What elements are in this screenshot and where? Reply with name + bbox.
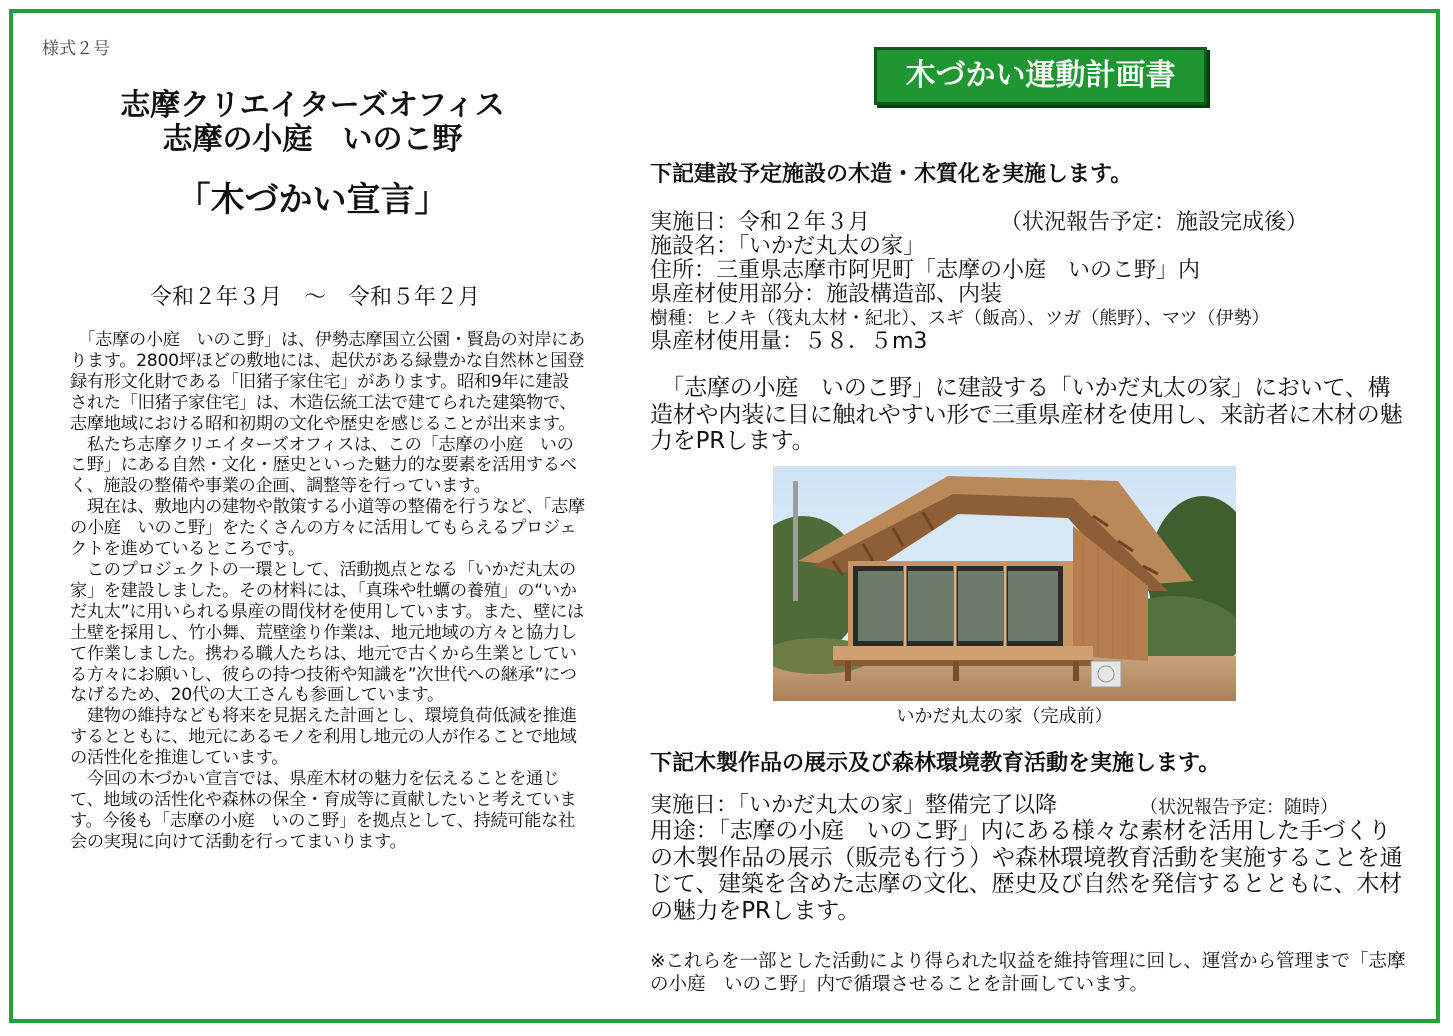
construction-description <box>650 375 1410 455</box>
usage-part-field: 県産材使用部分：施設構造部、内装 <box>650 282 1003 307</box>
plan-title-banner: 木づかい運動計画書 <box>874 47 1207 105</box>
section-heading-exhibition: 下記木製作品の展示及び森林環境教育活動を実施します。 <box>650 751 1221 776</box>
usage-description <box>650 818 1410 924</box>
house-photo <box>773 466 1236 701</box>
house-photo-illustration <box>773 466 1236 701</box>
usage-amount-field: 県産材使用量：５８．５m3 <box>650 329 928 354</box>
declaration-paragraph: 「志摩の小庭 いのこ野」は、伊勢志摩国立公園・賢島の対岸にあります。2800坪ほどの敷地には、起伏がある緑豊かな自然林と国登録有形文化財である「旧猪子家住宅」があります。昭和9年に建設された「旧猪子家住宅」は、木造伝統工法で建てられた建築物で、志摩地域における昭和初期の文化や歴史を感じることが出来ます。 <box>70 330 585 434</box>
declaration-period: 令和２年３月 ～ 令和５年２月 <box>149 285 480 310</box>
organization-name: 志摩クリエイターズオフィス <box>120 88 505 123</box>
declaration-title: 「木づかい宣言」 <box>176 180 449 220</box>
declaration-paragraph: 建物の維持なども将来を見据えた計画とし、環境負荷低減を推進するとともに、地元にあるモノを利用し地元の人が作ることで地域の活性化を推進しています。 <box>70 706 577 769</box>
form-number: 様式２号 <box>42 39 110 59</box>
declaration-paragraph: 私たち志摩クリエイターズオフィスは、この「志摩の小庭 いのこ野」にある自然・文化・歴史といった魅力的な要素を活用するべく、施設の整備や事業の企画、調整等を行っています。 <box>70 434 577 497</box>
declaration-paragraph: 今回の木づかい宣言では、県産木材の魅力を伝えることを通じて、地域の活性化や森林の保全・育成等に貢献したいと考えています。今後も「志摩の小庭 いのこ野」を拠点として、持続可能な社会の実現に向けて活動を行ってまいります。 <box>70 769 577 852</box>
photo-caption: いかだ丸太の家（完成前） <box>896 706 1113 727</box>
section-heading-construction: 下記建設予定施設の木造・木質化を実施します。 <box>650 162 1133 187</box>
species-field: 樹種：ヒノキ（筏丸太材・紀北）、スギ（飯高）、ツガ（熊野）、マツ（伊勢） <box>650 308 1270 329</box>
usage-text: 用途：「志摩の小庭 いのこ野」内にある様々な素材を活用した手づくりの木製作品の展示（販売も行う）や森林環境教育活動を実施することを通じて、建築を含めた志摩の文化、歴史及び自然を発信するとともに、木材の魅力をPRします。 <box>650 818 1403 924</box>
description-text: 「志摩の小庭 いのこ野」に建設する「いかだ丸太の家」において、構造材や内装に目に触れやすい形で三重県産材を使用し、来訪者に木材の魅力をPRします。 <box>650 375 1403 454</box>
report-schedule-2: （状況報告予定：随時） <box>1140 797 1338 818</box>
facility-name: 志摩の小庭 いのこ野 <box>162 122 463 157</box>
declaration-paragraph: 現在は、敷地内の建物や散策する小道等の整備を行うなど、「志摩の小庭 いのこ野」をたくさんの方々に活用してもらえるプロジェクトを進めているところです。 <box>70 497 585 560</box>
declaration-body <box>70 330 585 853</box>
facility-name-field: 施設名：「いかだ丸太の家」 <box>650 234 926 259</box>
report-schedule: （状況報告予定：施設完成後） <box>1000 210 1309 235</box>
address-field: 住所：三重県志摩市阿児町「志摩の小庭 いのこ野」内 <box>650 258 1201 283</box>
footnote <box>650 950 1410 996</box>
implementation-date: 実施日：令和２年３月 <box>650 210 871 235</box>
declaration-paragraph: このプロジェクトの一環として、活動拠点となる「いかだ丸太の家」を建設しました。その材料には、「真珠や牡蠣の養殖」の“いかだ丸太”に用いられる県産の間伐材を使用しています。また、壁には土壁を採用し、竹小舞、荒壁塗り作業は、地元地域の方々と協力して作業しました。携わる職人たちは、地元で古くから生業としている方々にお願いし、彼らの持つ技術や知識を”次世代への継承”につなげるため、20代の大工さんも参画しています。 <box>70 559 584 706</box>
implementation-date-2: 実施日：「いかだ丸太の家」整備完了以降 <box>650 793 1058 818</box>
footnote-text: ※これらを一部とした活動により得られた収益を維持管理に回し、運営から管理まで「志摩の小庭 いのこ野」内で循環させることを計画しています。 <box>650 951 1406 995</box>
